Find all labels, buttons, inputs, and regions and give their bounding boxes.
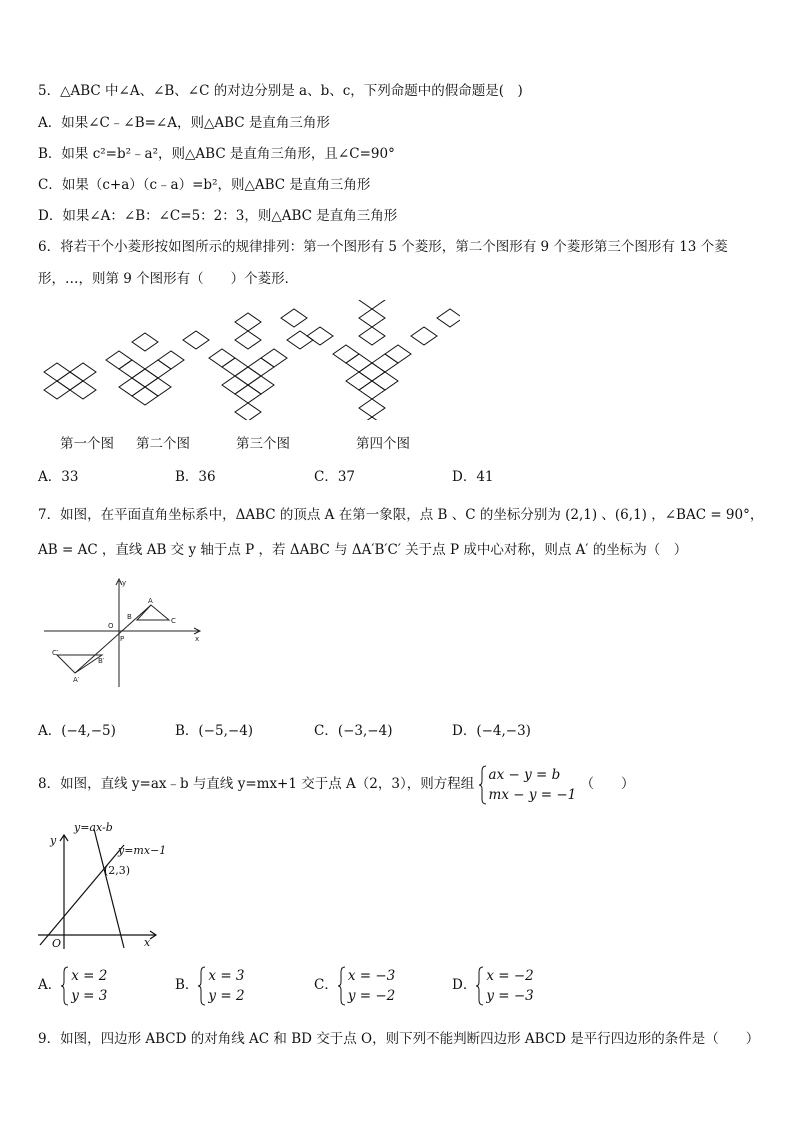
q8-label-x: x	[144, 936, 151, 949]
q5-option-c: C．如果（c+a）（c﹣a）=b²，则△ABC 是直角三角形	[38, 177, 371, 193]
q6-fig4-rhombus	[359, 417, 385, 420]
q6-caption-3: 第三个图	[236, 436, 290, 452]
q6-option-d: D．41	[452, 469, 494, 485]
q7-label-y: y	[122, 579, 127, 587]
brace-icon	[198, 966, 206, 1006]
q6-stem-line2: 形，…，则第 9 个图形有（ ）个菱形．	[38, 271, 299, 287]
q7-option-b: B．(−5,−4)	[175, 723, 254, 739]
q6-fig3-rhombus	[183, 331, 209, 349]
q6-fig1-rhombus	[70, 363, 96, 381]
q7-option-d: D．(−4,−3)	[452, 723, 531, 739]
q8-option-d-eq2: y = −3	[486, 987, 534, 1004]
q6-fig2-rhombus	[119, 360, 145, 378]
q6-caption-2: 第二个图	[136, 436, 190, 452]
q6-fig2-rhombus	[145, 378, 171, 396]
q7-label-b1: B′	[98, 657, 105, 665]
q6-fig1-rhombus	[44, 381, 70, 399]
q5-stem: 5．△ABC 中∠A、∠B、∠C 的对边分别是 a、b、c，下列命题中的假命题是( )	[38, 83, 523, 99]
q6-fig3-rhombus	[235, 367, 261, 385]
q7-label-p: P	[120, 635, 125, 643]
q6-fig3-rhombus	[261, 349, 287, 367]
q8-line-graph-figure	[36, 815, 176, 950]
q8-label-point: (2,3)	[104, 864, 131, 877]
q6-fig3-rhombus	[235, 385, 261, 403]
q6-fig4-rhombus	[411, 327, 437, 345]
q8-label-line2: y=mx−1	[118, 844, 167, 857]
brace-icon	[476, 966, 484, 1006]
q6-fig3-rhombus	[235, 313, 261, 331]
brace-icon	[61, 966, 69, 1006]
q8-line-mx	[40, 845, 124, 945]
brace-icon	[338, 966, 346, 1006]
q8-option-a-system	[61, 966, 107, 1006]
q6-fig3-rhombus	[209, 349, 235, 367]
q6-rhombus-figures	[30, 300, 460, 420]
q7-label-a: A	[148, 597, 153, 605]
q6-caption-1: 第一个图	[60, 436, 114, 452]
q6-fig3-rhombus	[235, 331, 261, 349]
q7-label-b: B	[127, 613, 132, 621]
q8-option-b	[175, 965, 245, 1005]
q6-fig4-rhombus	[359, 399, 385, 417]
q8-option-d	[452, 965, 534, 1005]
q5-option-a: A．如果∠C﹣∠B=∠A，则△ABC 是直角三角形	[38, 115, 330, 131]
q7-label-c1: C′	[52, 649, 59, 657]
q7-triangle-abc	[137, 605, 169, 620]
q6-fig2-rhombus	[145, 360, 171, 378]
q6-fig2-rhombus	[119, 378, 145, 396]
q6-fig4-rhombus	[359, 327, 385, 345]
q8-option-d-eq1: x = −2	[486, 967, 534, 984]
q8-option-c-eq1: x = −3	[347, 967, 396, 984]
q6-fig2-rhombus	[132, 333, 158, 351]
q7-stem-line1: 7．如图，在平面直角坐标系中，ΔABC 的顶点 A 在第一象限，点 B 、C 的坐标分别为 (2,1) 、(6,1) ，∠BAC = 90°，	[38, 507, 764, 523]
q8-system-line2: mx − y = −1	[488, 786, 577, 803]
q8-stem	[38, 764, 635, 804]
q8-label-y: y	[50, 834, 57, 847]
q8-stem-post: （ ）	[580, 776, 635, 792]
q8-option-c-system	[338, 966, 395, 1006]
q8-option-c	[314, 965, 395, 1005]
q6-fig1-rhombus	[44, 363, 70, 381]
q5-option-d: D．如果∠A：∠B：∠C=5：2：3，则△ABC 是直角三角形	[38, 208, 398, 224]
q6-fig4-rhombus	[359, 300, 385, 309]
q6-stem-line1: 6．将若干个小菱形按如图所示的规律排列：第一个图形有 5 个菱形，第二个图形有 9 个菱形第三个图形有 13 个菱	[38, 239, 728, 255]
q6-fig4-rhombus	[437, 309, 460, 327]
q6-caption-4: 第四个图	[356, 436, 410, 452]
q8-system-line1: ax − y = b	[488, 766, 561, 783]
q8-option-a	[38, 965, 107, 1005]
q7-triangle-a1b1c1	[57, 655, 102, 673]
q8-option-b-system	[198, 966, 244, 1006]
q7-coordinate-figure	[40, 575, 210, 690]
q6-fig4-rhombus	[372, 372, 398, 390]
q6-fig3-rhombus	[222, 358, 248, 376]
q8-option-d-system	[476, 966, 533, 1006]
q6-fig4-rhombus	[372, 354, 398, 372]
q6-fig3-rhombus	[287, 331, 313, 349]
q8-label-o: O	[52, 937, 62, 950]
q5-option-b: B．如果 c²=b²﹣a²，则△ABC 是直角三角形，且∠C=90°	[38, 146, 395, 162]
q6-fig4-rhombus	[385, 345, 411, 363]
q7-label-c: C	[171, 617, 176, 625]
q6-fig2-rhombus	[132, 369, 158, 387]
q6-fig4-rhombus	[333, 345, 359, 363]
q8-option-c-letter: C．	[314, 977, 338, 993]
q6-fig1-rhombus	[57, 372, 83, 390]
q8-brace-icon	[479, 765, 487, 805]
q6-fig3-rhombus	[222, 376, 248, 394]
q6-fig4-rhombus	[307, 327, 333, 345]
q6-fig2-rhombus	[158, 351, 184, 369]
q6-fig4-rhombus	[346, 372, 372, 390]
q6-fig4-rhombus	[359, 309, 385, 327]
q7-label-a1: A′	[73, 676, 80, 684]
q6-fig1-rhombus	[70, 381, 96, 399]
q8-option-d-letter: D．	[452, 977, 477, 993]
q7-stem-line2: AB = AC ，直线 AB 交 y 轴于点 P ，若 ΔABC 与 ΔA′B′C′ 关于点 P 成中心对称，则点 A′ 的坐标为（ ）	[38, 542, 688, 558]
q7-option-a: A．(−4,−5)	[38, 723, 116, 739]
q7-label-o: O	[108, 622, 114, 630]
q8-label-line1: y=ax-b	[74, 821, 113, 834]
q6-fig3-rhombus	[235, 403, 261, 420]
q6-fig4-rhombus	[359, 381, 385, 399]
q8-option-a-eq2: y = 3	[71, 987, 108, 1004]
q8-option-c-eq2: y = −2	[347, 987, 396, 1004]
q6-fig4-rhombus	[359, 363, 385, 381]
q8-option-b-eq1: x = 3	[208, 967, 245, 984]
q8-option-b-letter: B．	[175, 977, 199, 993]
q8-option-a-letter: A．	[38, 977, 62, 993]
q8-equation-system	[479, 765, 577, 805]
q7-option-c: C．(−3,−4)	[314, 723, 393, 739]
q8-stem-pre: 8．如图，直线 y=ax﹣b 与直线 y=mx+1 交于点 A（2，3），则方程组	[38, 776, 475, 792]
q8-option-a-eq1: x = 2	[71, 967, 108, 984]
q6-fig3-rhombus	[248, 358, 274, 376]
q6-fig2-rhombus	[132, 387, 158, 405]
q6-option-c: C．37	[314, 469, 356, 485]
q6-fig2-rhombus	[106, 351, 132, 369]
q9-stem: 9．如图，四边形 ABCD 的对角线 AC 和 BD 交于点 O，则下列不能判断四边形 ABCD 是平行四边形的条件是（ ）	[38, 1031, 760, 1047]
q6-option-a: A．33	[38, 469, 79, 485]
q6-fig4-rhombus	[346, 354, 372, 372]
q6-fig3-rhombus	[248, 376, 274, 394]
q6-option-b: B．36	[175, 469, 216, 485]
q7-line-ab	[75, 605, 151, 673]
q7-label-x: x	[195, 635, 200, 643]
q6-fig4-rhombus	[281, 309, 307, 327]
q8-option-b-eq2: y = 2	[208, 987, 245, 1004]
